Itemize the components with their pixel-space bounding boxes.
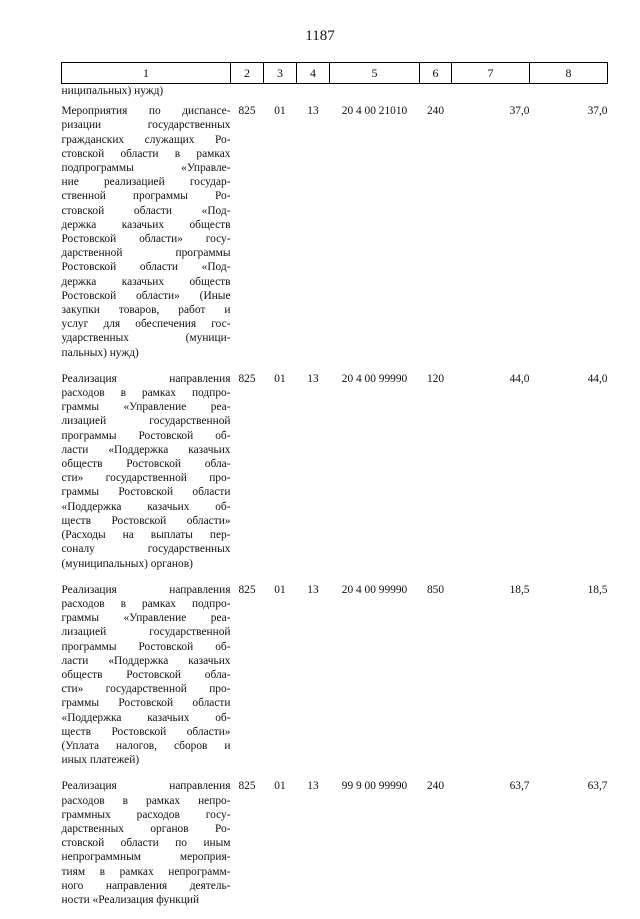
description-line: граммы Ростовской области [61,486,231,499]
description-line: дарственной программы [61,247,231,260]
description-line: Ростовской области» (Иные [61,289,231,302]
expense-type-code: 120 [426,372,445,385]
description-line: сти» государственной про- [61,472,231,485]
description-line: Ростовской области «Под- [61,261,231,274]
description-line: тиям в рамках непрограмм- [61,865,231,878]
description-line: держка казачьих обществ [61,218,231,231]
subsection-code: 13 [307,583,319,596]
expense-type-code: 240 [426,105,445,118]
description-line: Мероприятия по диспансе- [61,105,231,118]
description-line: ласти «Поддержка казачьих [61,443,231,456]
ministry-code: 825 [238,583,256,596]
description-line: граммы «Управление реа- [61,612,231,625]
section-code: 01 [274,780,286,793]
description-line: Реализация направления [61,780,231,793]
continuation-text [62,84,231,105]
description-line: «Поддержка казачьих об- [61,500,231,513]
description-line: ного направления деятель- [61,879,231,892]
description-line: граммы «Управление реа- [61,401,231,414]
target-article-code: 20 4 00 99990 [341,583,408,596]
section-code: 01 [274,105,286,118]
description-line: граммы Ростовской области [61,697,231,710]
subsection-code: 13 [307,105,319,118]
amount-year-2: 44,0 [587,372,608,385]
row-description [62,779,231,919]
description-line: обществ Ростовской обла- [61,458,231,471]
description-line: расходов в рамках подпро- [61,597,231,610]
subsection-code: 13 [307,780,319,793]
description-line: ние реализацией государ- [61,176,231,189]
header-col-5: 5 [330,63,420,84]
continuation-row [62,84,608,105]
description-line: Реализация направления [61,583,231,596]
description-line: непрограммным мероприя- [61,851,231,864]
description-line: ласти «Поддержка казачьих [61,654,231,667]
ministry-code: 825 [238,372,256,385]
header-col-8: 8 [530,63,608,84]
subsection-code: 13 [307,372,319,385]
description-line: лизацией государственной [61,626,231,639]
amount-year-1: 44,0 [509,372,530,385]
expense-type-code: 240 [426,780,445,793]
amount-year-2: 37,0 [587,105,608,118]
description-line: сти» государственной про- [61,683,231,696]
description-line: Ростовской области» госу- [61,233,231,246]
ministry-code: 825 [238,780,256,793]
description-line: закупки товаров, работ и [61,304,231,317]
row-description [62,372,231,583]
amount-year-1: 37,0 [509,105,530,118]
description-line: программы Ростовской об- [61,640,231,653]
description-line: лизацией государственной [61,415,231,428]
header-row [62,63,608,84]
description-line: (Уплата налогов, сборов и [61,739,231,752]
description-line: стовской области по иным [61,837,231,850]
target-article-code: 99 9 00 99990 [341,780,408,793]
description-line: Реализация направления [61,372,231,385]
description-line: стовской области «Под- [61,204,231,217]
description-line: расходов в рамках подпро- [61,387,231,400]
amount-year-1: 63,7 [509,780,530,793]
header-col-7: 7 [452,63,530,84]
header-col-4: 4 [297,63,330,84]
description-line: иных платежей) [61,754,140,767]
description-line: пальных) нужд) [61,346,139,359]
description-line: (Расходы на выплаты пер- [61,529,231,542]
ministry-code: 825 [238,105,256,118]
amount-year-2: 63,7 [587,780,608,793]
description-line: стовской области в рамках [61,147,231,160]
page-number: 1187 [305,28,335,44]
description-line: ризации государственных [61,119,231,132]
header-col-3: 3 [264,63,297,84]
row-description [62,583,231,780]
description-line: ственной программы Ро- [61,190,231,203]
description-line: программы Ростовской об- [61,429,231,442]
description-line: услуг для обеспечения гос- [61,318,231,331]
description-line: соналу государственных [61,543,231,556]
expense-type-code: 850 [426,583,445,596]
section-code: 01 [274,372,286,385]
description-line: держка казачьих обществ [61,275,231,288]
section-code: 01 [274,583,286,596]
header-col-6: 6 [420,63,452,84]
target-article-code: 20 4 00 21010 [341,105,408,118]
description-line: гражданских служащих Ро- [61,133,231,146]
amount-year-1: 18,5 [509,583,530,596]
table-row [62,104,608,372]
description-line: «Поддержка казачьих об- [61,711,231,724]
description-line: ществ Ростовской области» [61,514,231,527]
amount-year-2: 18,5 [587,583,608,596]
description-line: ударственных (муници- [61,332,231,345]
description-line: расходов в рамках непро- [61,794,231,807]
description-line: (муниципальных) органов) [61,557,193,570]
description-line: обществ Ростовской обла- [61,668,231,681]
description-line: ществ Ростовской области» [61,725,231,738]
budget-table [61,62,608,919]
target-article-code: 20 4 00 99990 [341,372,408,385]
description-line: дарственных органов Ро- [61,822,231,835]
description-line: граммных расходов госу- [61,808,231,821]
header-col-2: 2 [231,63,264,84]
description-line: подпрограммы «Управле- [61,162,231,175]
table-row [62,779,608,919]
header-col-1: 1 [62,63,231,84]
table-row [62,583,608,780]
table-row [62,372,608,583]
row-description [62,104,231,372]
continuation-line: ниципальных) нужд) [61,85,164,97]
description-line: ности «Реализация функций [61,893,200,906]
